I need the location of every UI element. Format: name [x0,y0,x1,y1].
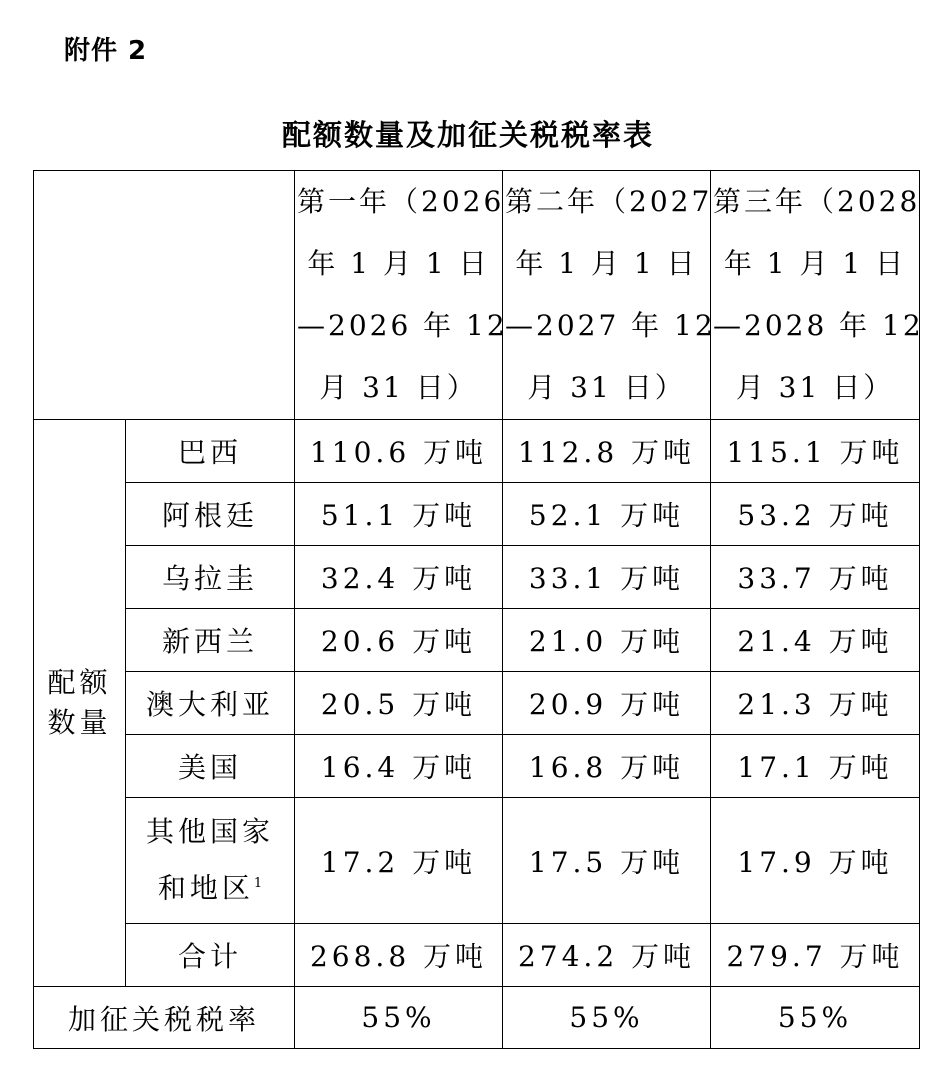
table-title: 配额数量及加征关税税率表 [281,118,654,152]
group-label-line-2: 数量 [47,706,112,739]
value-cell: 52.1 万吨 [503,483,711,546]
year-3-line-2: 年 1 月 1 日 [723,247,907,280]
total-row [34,924,920,987]
value-cell: 17.2 万吨 [295,798,503,924]
table-row [34,483,920,546]
country-line-2 [126,858,294,914]
table-row [34,798,920,924]
value-cell: 115.1 万吨 [711,420,920,483]
value-cell: 32.4 万吨 [295,546,503,609]
value-cell: 110.6 万吨 [295,420,503,483]
year-1-line-4: 月 31 日） [319,371,478,404]
group-label-line-1: 配额 [47,666,112,699]
year-3-line-4: 月 31 日） [735,371,895,404]
country-line-2-text: 和地区 [157,871,254,905]
country-cell: 巴西 [126,420,295,483]
total-value-cell: 274.2 万吨 [503,924,711,987]
table-row [34,735,920,798]
year-2-line-1: 第二年（2027 [505,185,713,218]
value-cell: 17.5 万吨 [503,798,711,924]
table-row [34,546,920,609]
year-1-line-1: 第一年（2026 [297,185,505,218]
year-2-header [503,171,716,420]
year-2-line-3: —2027 年 12 [505,309,716,342]
tariff-rate-label: 加征关税税率 [34,987,295,1049]
total-value-cell: 268.8 万吨 [295,924,503,987]
value-cell: 20.5 万吨 [295,672,503,735]
total-value-cell: 279.7 万吨 [711,924,920,987]
table-row [34,420,920,483]
value-cell: 17.9 万吨 [711,798,920,924]
year-2-line-2: 年 1 月 1 日 [515,247,698,280]
tariff-rate-row [34,987,920,1049]
country-line-1: 其他国家 [145,815,274,849]
country-cell: 乌拉圭 [126,546,295,609]
year-2-line-4: 月 31 日） [527,371,686,404]
value-cell: 21.4 万吨 [711,609,920,672]
year-1-line-2: 年 1 月 1 日 [307,247,490,280]
value-cell: 17.1 万吨 [711,735,920,798]
value-cell: 16.4 万吨 [295,735,503,798]
table-row [34,609,920,672]
quota-tariff-table [33,170,924,1049]
year-1-header [295,171,508,420]
year-3-line-3: —2028 年 12 [713,309,924,342]
tariff-rate-value: 55% [503,987,711,1049]
value-cell: 16.8 万吨 [503,735,711,798]
value-cell: 20.6 万吨 [295,609,503,672]
value-cell: 33.1 万吨 [503,546,711,609]
country-cell: 新西兰 [126,609,295,672]
country-cell: 澳大利亚 [126,672,295,735]
country-cell [126,798,295,924]
table-row [34,672,920,735]
tariff-rate-value: 55% [295,987,503,1049]
country-cell: 美国 [126,735,295,798]
attachment-label: 附件 2 [64,36,148,66]
tariff-rate-value: 55% [711,987,920,1049]
year-3-line-1: 第三年（2028 [713,185,921,218]
value-cell: 51.1 万吨 [295,483,503,546]
value-cell: 112.8 万吨 [503,420,711,483]
total-label-cell: 合计 [126,924,295,987]
country-cell: 阿根廷 [126,483,295,546]
header-corner-cell [34,171,295,420]
value-cell: 53.2 万吨 [711,483,920,546]
year-1-line-3: —2026 年 12 [297,309,508,342]
header-row [34,171,920,420]
value-cell: 20.9 万吨 [503,672,711,735]
value-cell: 33.7 万吨 [711,546,920,609]
year-3-header [711,171,924,420]
footnote-marker: 1 [253,876,263,892]
value-cell: 21.3 万吨 [711,672,920,735]
quota-group-label [34,420,126,987]
value-cell: 21.0 万吨 [503,609,711,672]
